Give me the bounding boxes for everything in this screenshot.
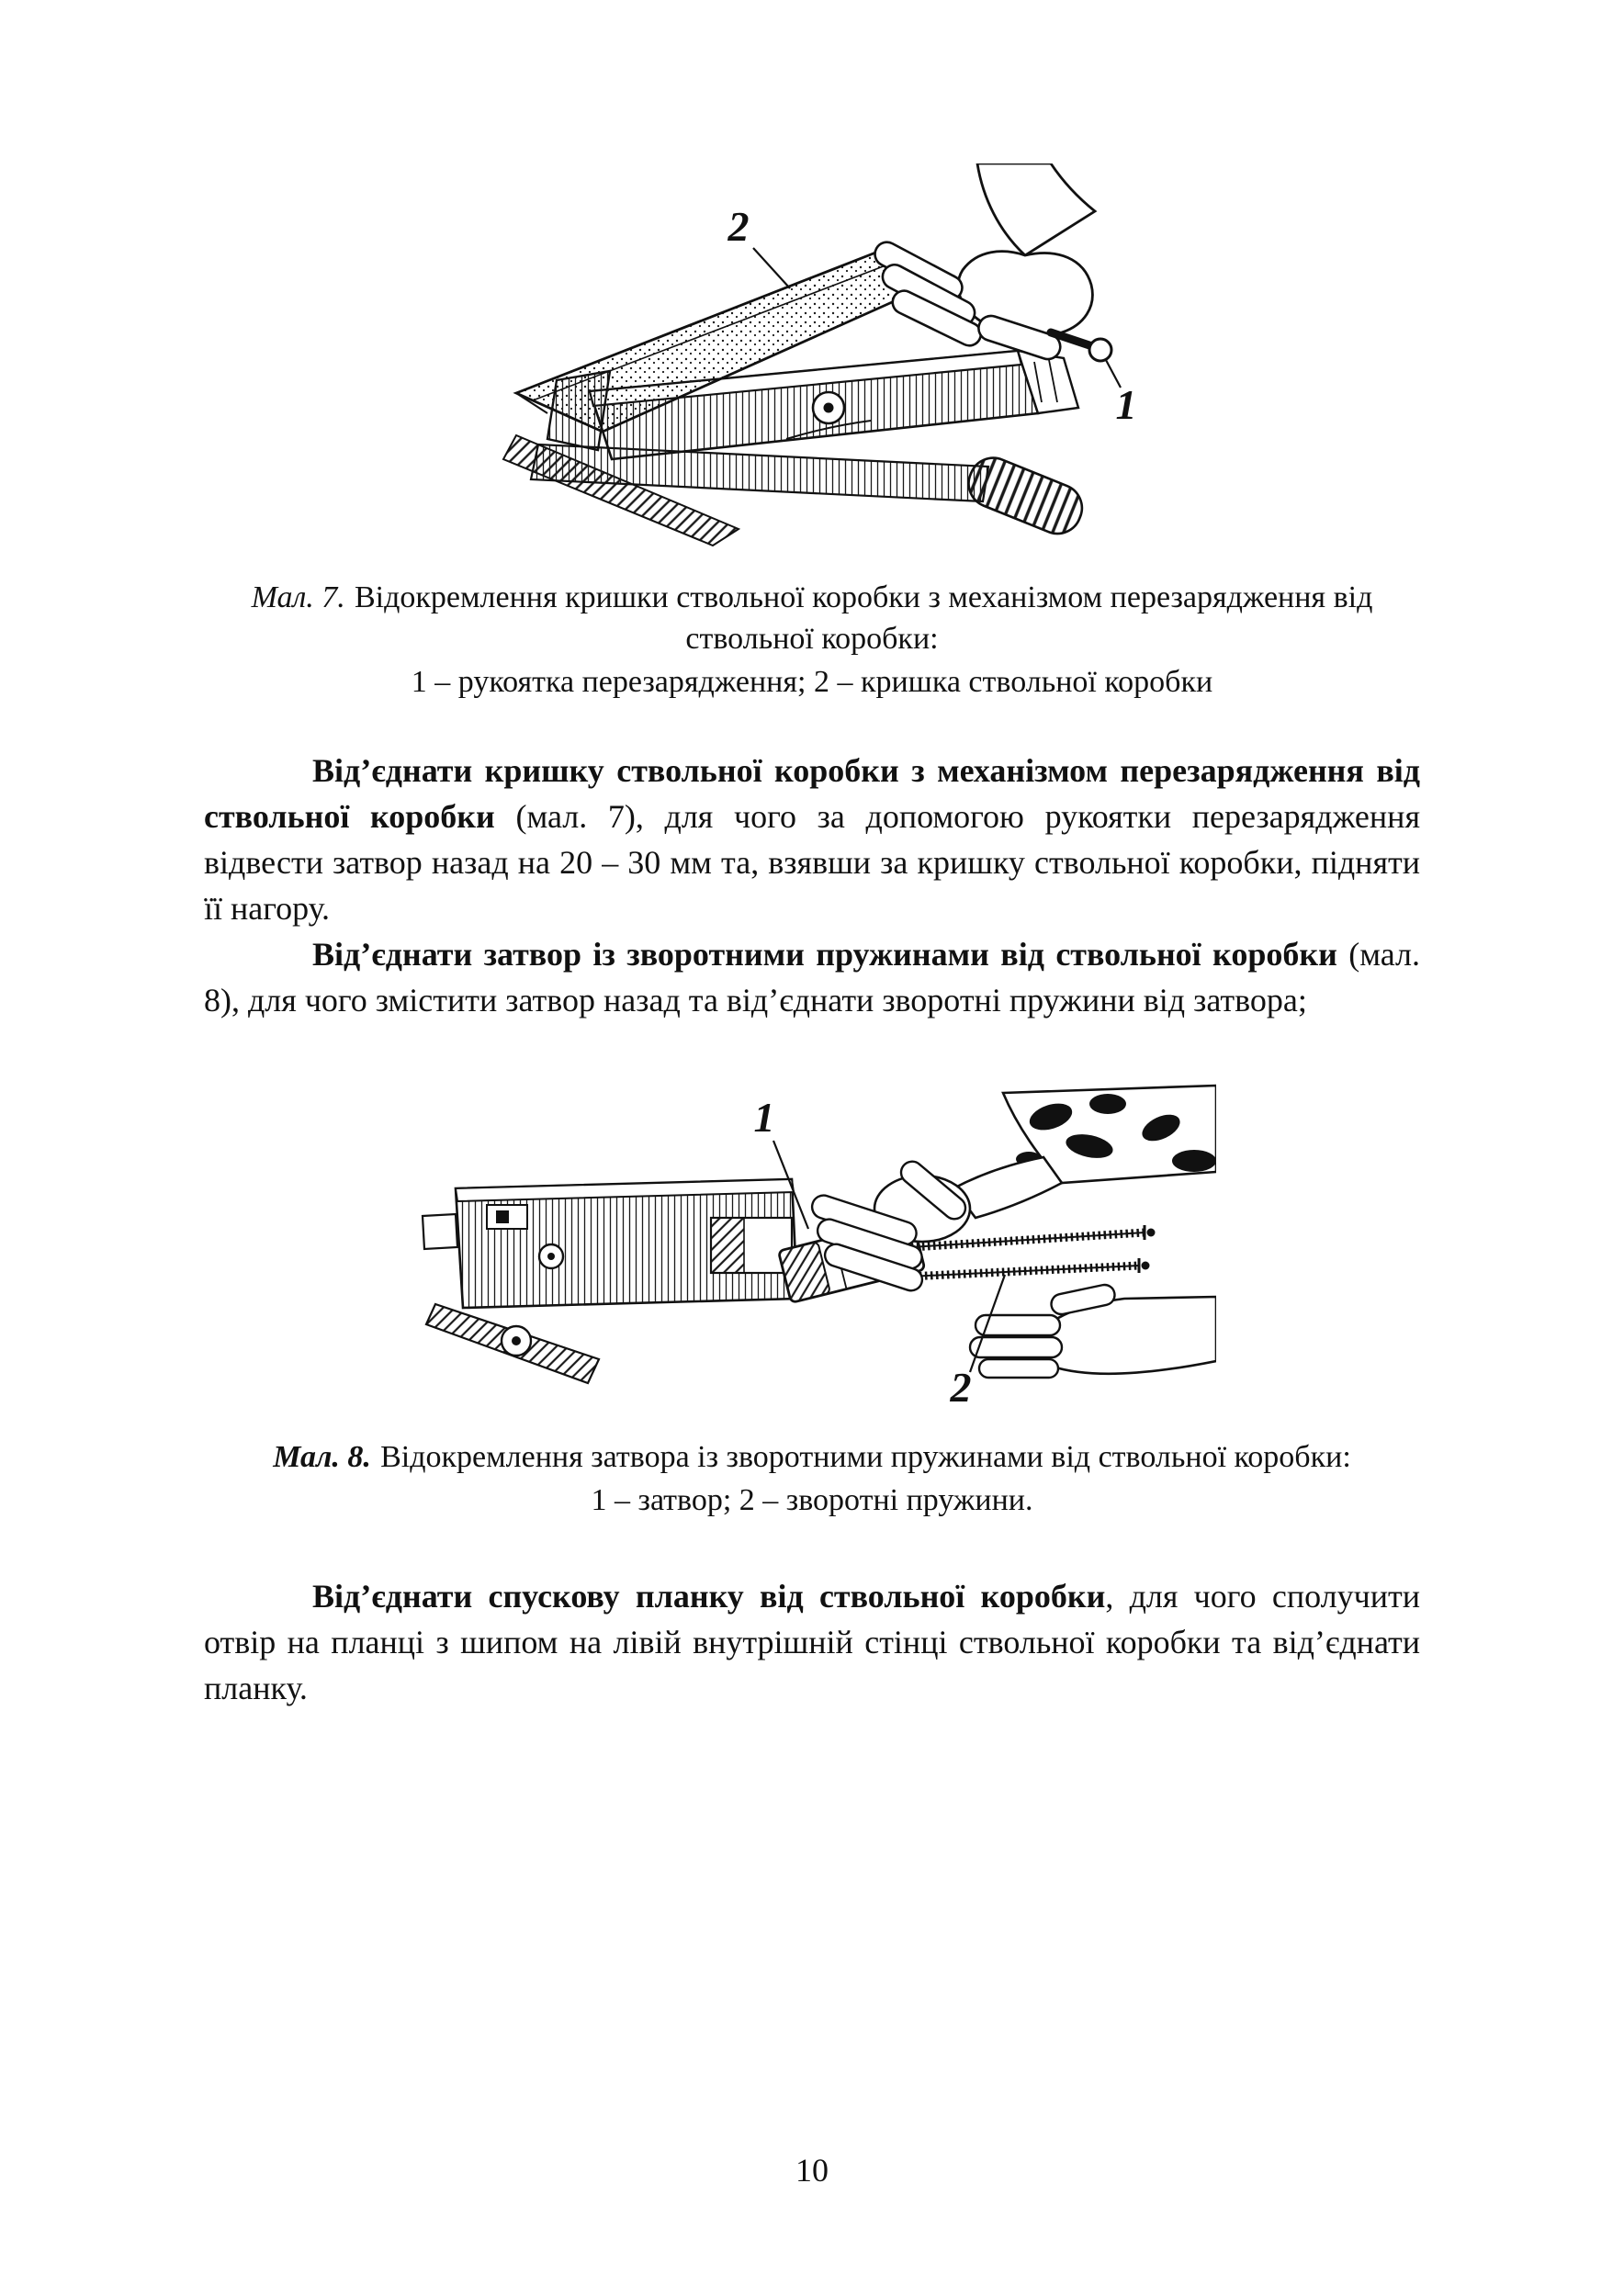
lower-hand-drawing: [970, 1283, 1216, 1378]
figure-8-caption-label: Мал. 8.: [273, 1439, 371, 1474]
figure-7-caption-text: [206, 578, 1418, 660]
receiver-drawing: [423, 1179, 797, 1383]
paragraph-3: [204, 1573, 1420, 1711]
figure-8-illustration: [408, 1080, 1216, 1411]
figure-7-callout-2: 2: [727, 203, 750, 250]
figure-7-caption-label: Мал. 7.: [251, 580, 345, 614]
paragraph-1-lead: Від’єднати кришку ствольної коробки з механізмом перезарядження від ствольної коробки: [204, 751, 1420, 835]
figure-7-callout-1: 1: [1115, 381, 1137, 428]
figure-8: [0, 1080, 1624, 1522]
page-number: 10: [795, 2152, 829, 2189]
paragraph-3-lead: Від’єднати спускову планку від ствольної коробки: [312, 1577, 1106, 1615]
figure-7-caption-body: Відокремлення кришки ствольної коробки з механізмом перезарядження від ствольної коробки:: [354, 580, 1373, 656]
paragraph-2-body: (мал. 8), для чого змістити затвор назад та від’єднати зворотні пружини від затвора;: [204, 935, 1420, 1019]
figure-8-callout-2: 2: [950, 1363, 972, 1411]
upper-hand-drawing: [809, 1086, 1216, 1293]
figure-7: [0, 163, 1624, 703]
paragraph-1-body: (мал. 7), для чого за допомогою рукоятки перезарядження відвести затвор назад на 20 – 30 мм та, взявши за кришку ствольної коробки, підняти її нагору.: [204, 797, 1420, 927]
figure-8-caption-text: [206, 1437, 1418, 1479]
figure-7-caption: [0, 578, 1624, 703]
text-block-1: [0, 748, 1624, 1023]
paragraph-1: [204, 748, 1420, 931]
figure-7-illustration: [463, 163, 1161, 549]
figure-8-callout-1: 1: [753, 1093, 775, 1141]
figure-8-caption-body: Відокремлення затвора із зворотними пружинами від ствольної коробки:: [380, 1439, 1351, 1474]
figure-7-caption-legend: 1 – рукоятка перезарядження; 2 – кришка ствольної коробки: [411, 664, 1213, 699]
figure-8-caption-legend: 1 – затвор; 2 – зворотні пружини.: [591, 1482, 1033, 1517]
text-block-2: [0, 1573, 1624, 1711]
figure-8-caption: [0, 1437, 1624, 1522]
paragraph-2-lead: Від’єднати затвор із зворотними пружинами від ствольної коробки: [312, 935, 1337, 973]
paragraph-3-body: , для чого сполучити отвір на планці з шипом на лівій внутрішній стінці ствольної коробки та від’єднати планку.: [204, 1577, 1421, 1706]
paragraph-2: [204, 931, 1420, 1023]
